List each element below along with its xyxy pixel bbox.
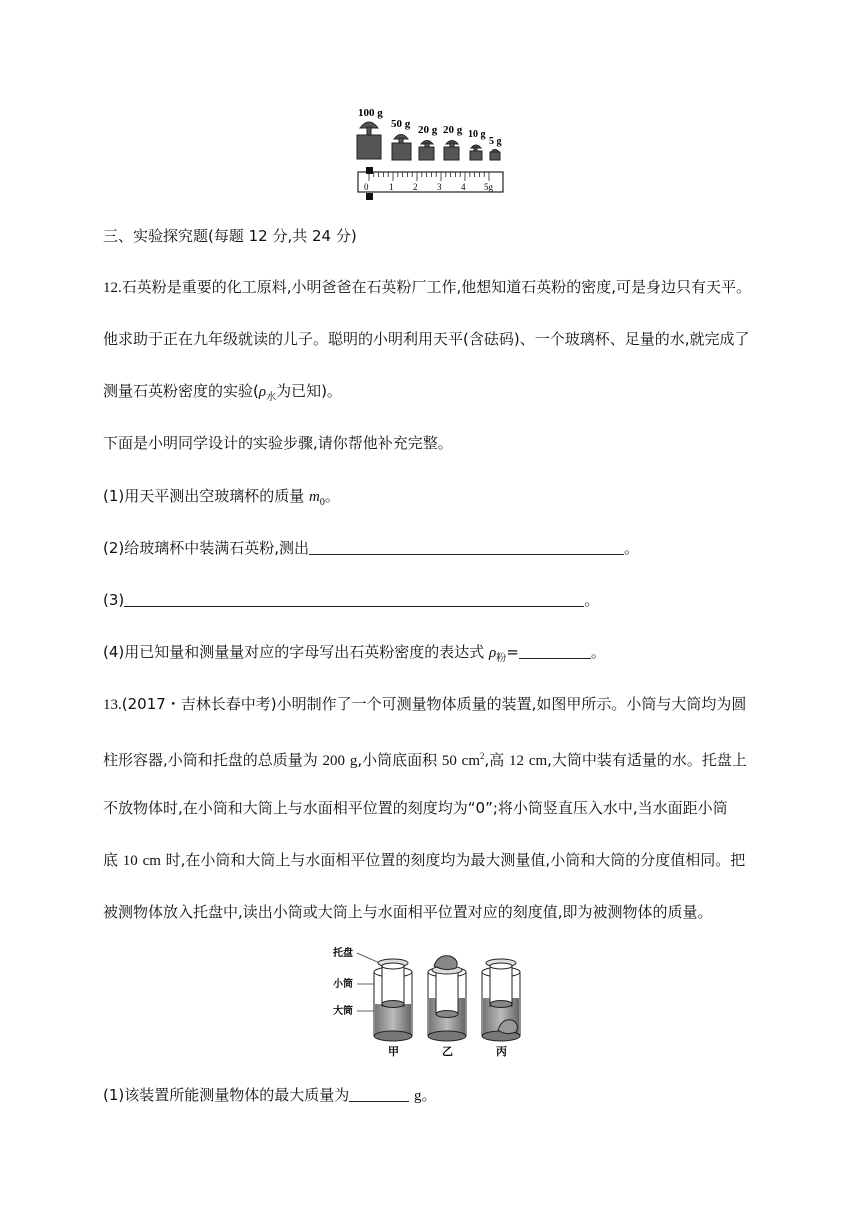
weight-label-100g: 100 g [358,107,383,119]
q13-line-1 [103,694,746,715]
q13-line-5 [103,902,713,922]
step4-equals: = [506,643,519,661]
weight-label-20g-a: 20 g [418,124,438,136]
weight-20g-b-shape [444,141,459,161]
sub1-answer-blank[interactable] [349,1086,409,1102]
weight-10g-shape [470,145,482,160]
ruler-label-3: 3 [437,182,442,192]
q13-sub-1 [103,1085,437,1106]
section-header [103,226,357,246]
label-small-tube: 小筒 [333,979,353,990]
ruler-label-2: 2 [413,182,418,192]
q13-line-4 [103,850,745,871]
mass-unit: g [349,753,358,769]
label-yi: 乙 [442,1046,453,1058]
depth-unit: cm [142,853,161,869]
label-jia: 甲 [388,1046,399,1058]
mass-value: 200 [322,753,346,769]
step3-end: 。 [584,591,600,609]
q12-number: 12. [103,280,122,296]
weight-50g-shape [392,135,411,161]
height-value: 12 [509,753,525,769]
q13-line-4-pre: 底 [103,851,123,869]
step2-answer-blank[interactable] [309,539,624,555]
q13-line-2-post: ,大筒中装有适量的水。托盘上 [547,751,747,769]
step3-answer-blank[interactable] [124,591,584,607]
step4-end: 。 [590,643,606,661]
cylinder-jia [374,959,412,1058]
weight-label-5g: 5 g [489,136,502,147]
q12-line-2 [103,329,749,349]
object-on-tray [434,956,457,970]
q13-number: 13. [103,697,122,713]
area-unit: cm [461,753,480,769]
q13-line-2-mid2: ,高 [484,751,510,769]
cylinder-yi [428,956,466,1058]
rho-symbol: ρ [258,384,267,400]
q12-instruction [103,433,453,453]
cylinder-figure [330,942,530,1062]
q13-line-5-text: 被测物体放入托盘中,读出小筒或大筒上与水面相平位置对应的刻度值,即为被测物体的质量。 [103,903,713,921]
q12-text-3-pre: 测量石英粉密度的实验( [103,382,259,400]
step2-text: (2)给玻璃杯中装满石英粉,测出 [103,539,310,557]
step4-rho-subscript: 粉 [496,653,507,664]
q13-line-3-text: 不放物体时,在小筒和大筒上与水面相平位置的刻度均为“0”;将小筒竖直压入水中,当水面距小筒 [103,799,728,817]
q12-text-2: 他求助于正在九年级就读的儿子。聪明的小明利用天平(含砝码)、一个玻璃杯、足量的水,就完成了 [103,330,750,348]
section-header-text: 三、实验探究题(每题 12 分,共 24 分) [103,227,357,245]
rider-top [366,167,373,174]
q12-line-3 [103,381,342,408]
q12-text-1: 石英粉是重要的化工原料,小明爸爸在石英粉厂工作,他想知道石英粉的密度,可是身边只有天平。 [121,278,752,296]
q13-line-2-mid: ,小筒底面积 [357,751,442,769]
q12-instruction-text: 下面是小明同学设计的实验步骤,请你帮他补充完整。 [103,434,453,452]
q13-line-2-pre: 柱形容器,小筒和托盘的总质量为 [103,751,323,769]
step1-var-m: m [309,489,320,505]
weight-100g-shape [357,122,381,159]
ruler [358,167,503,200]
q13-source: (2017・吉林长春中考) [121,695,277,713]
q12-step-4 [103,642,606,669]
q12-line-1 [103,277,751,298]
ruler-label-4: 4 [461,182,466,192]
weight-label-20g-b: 20 g [443,124,463,136]
step1-text: (1)用天平测出空玻璃杯的质量 [103,487,310,505]
area-value: 50 [441,753,457,769]
q13-line-4-post: 时,在小筒和大筒上与水面相平位置的刻度均为最大测量值,小筒和大筒的分度值相同。把 [160,851,746,869]
ruler-label-0: 0 [364,182,369,192]
label-big-tube: 大筒 [333,1006,353,1017]
ruler-label-1: 1 [389,182,394,192]
rho-subscript-water: 水 [266,392,277,403]
height-unit: cm [528,753,548,769]
step4-rho-symbol: ρ [489,645,497,661]
step1-var-sub: 0 [319,497,325,508]
weight-5g-shape [490,150,500,161]
step4-text: (4)用已知量和测量量对应的字母写出石英粉密度的表达式 [103,643,490,661]
q13-line-1-text: 小明制作了一个可测量物体质量的装置,如图甲所示。小筒与大筒均为圆 [276,695,747,713]
q13-line-3 [103,798,728,818]
step3-text: (3) [103,591,125,609]
cylinder-bing [482,959,520,1058]
step2-end: 。 [624,539,640,557]
q13-line-2 [103,746,747,771]
label-tray: 托盘 [333,948,353,959]
ruler-label-5g: 5g [484,182,493,192]
weight-20g-a-shape [419,141,434,161]
step4-answer-blank[interactable] [519,643,591,659]
q12-text-3-post: 为已知)。 [276,382,342,400]
label-bing: 丙 [496,1046,507,1058]
area-exponent: 2 [479,751,485,761]
weight-label-10g: 10 g [468,129,486,140]
depth-value: 10 [122,853,138,869]
rider-bottom [366,193,373,200]
step1-end: 。 [324,487,340,505]
weight-label-50g: 50 g [391,118,411,130]
q12-step-1 [103,486,340,513]
q12-step-2 [103,538,639,558]
q12-step-3 [103,590,599,610]
sub1-unit: g。 [414,1088,437,1104]
sub1-text: (1)该装置所能测量物体的最大质量为 [103,1086,350,1104]
weights-figure [350,102,510,204]
